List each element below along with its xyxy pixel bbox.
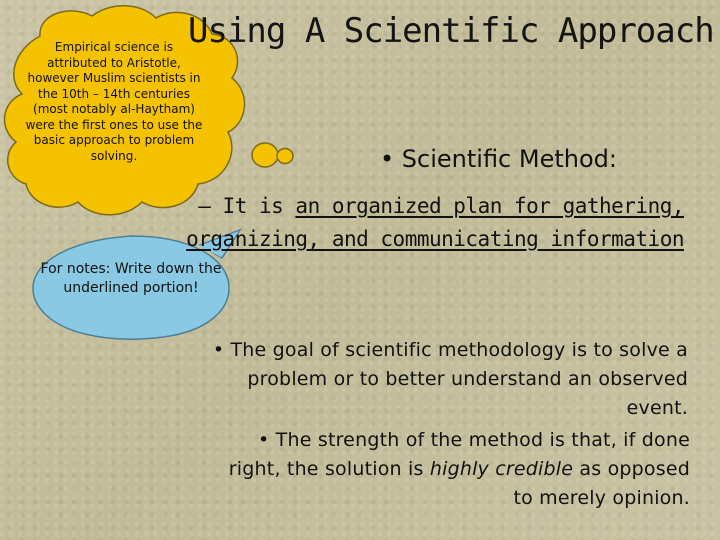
definition-sub-bullet [180,190,684,256]
definition-underlined: an organized plan for gathering, organizing, and communicating information [186,194,684,251]
bullet-scientific-method-label: • Scientific Method [380,145,609,173]
bullet-colon: : [608,145,617,173]
bullet-scientific-method [380,145,700,173]
strength-text-after: as opposed to merely opinion. [513,458,690,509]
speech-bubble-text: For notes: Write down the underlined portion! [40,261,222,296]
goal-paragraph: • The goal of scientific methodology is to solve a problem or to better understand an observed event. [212,339,688,419]
strength-paragraph [210,426,690,513]
thought-bubble-large [252,143,278,167]
strength-emphasis: highly credible [429,458,574,480]
definition-prefix: – It is [198,194,296,218]
strength-text-before: • The strength of the method is that, if done right, the solution is [228,429,690,480]
slide-title: Using A Scientific Approach [188,11,714,51]
thought-bubble-small [277,149,293,164]
thought-cloud-text: Empirical science is attributed to Aristotle, however Muslim scientists in the 10th – 14th centuries (most notably al-Haytham) were the first ones to use the basic approach to problem solving. [25,40,203,163]
